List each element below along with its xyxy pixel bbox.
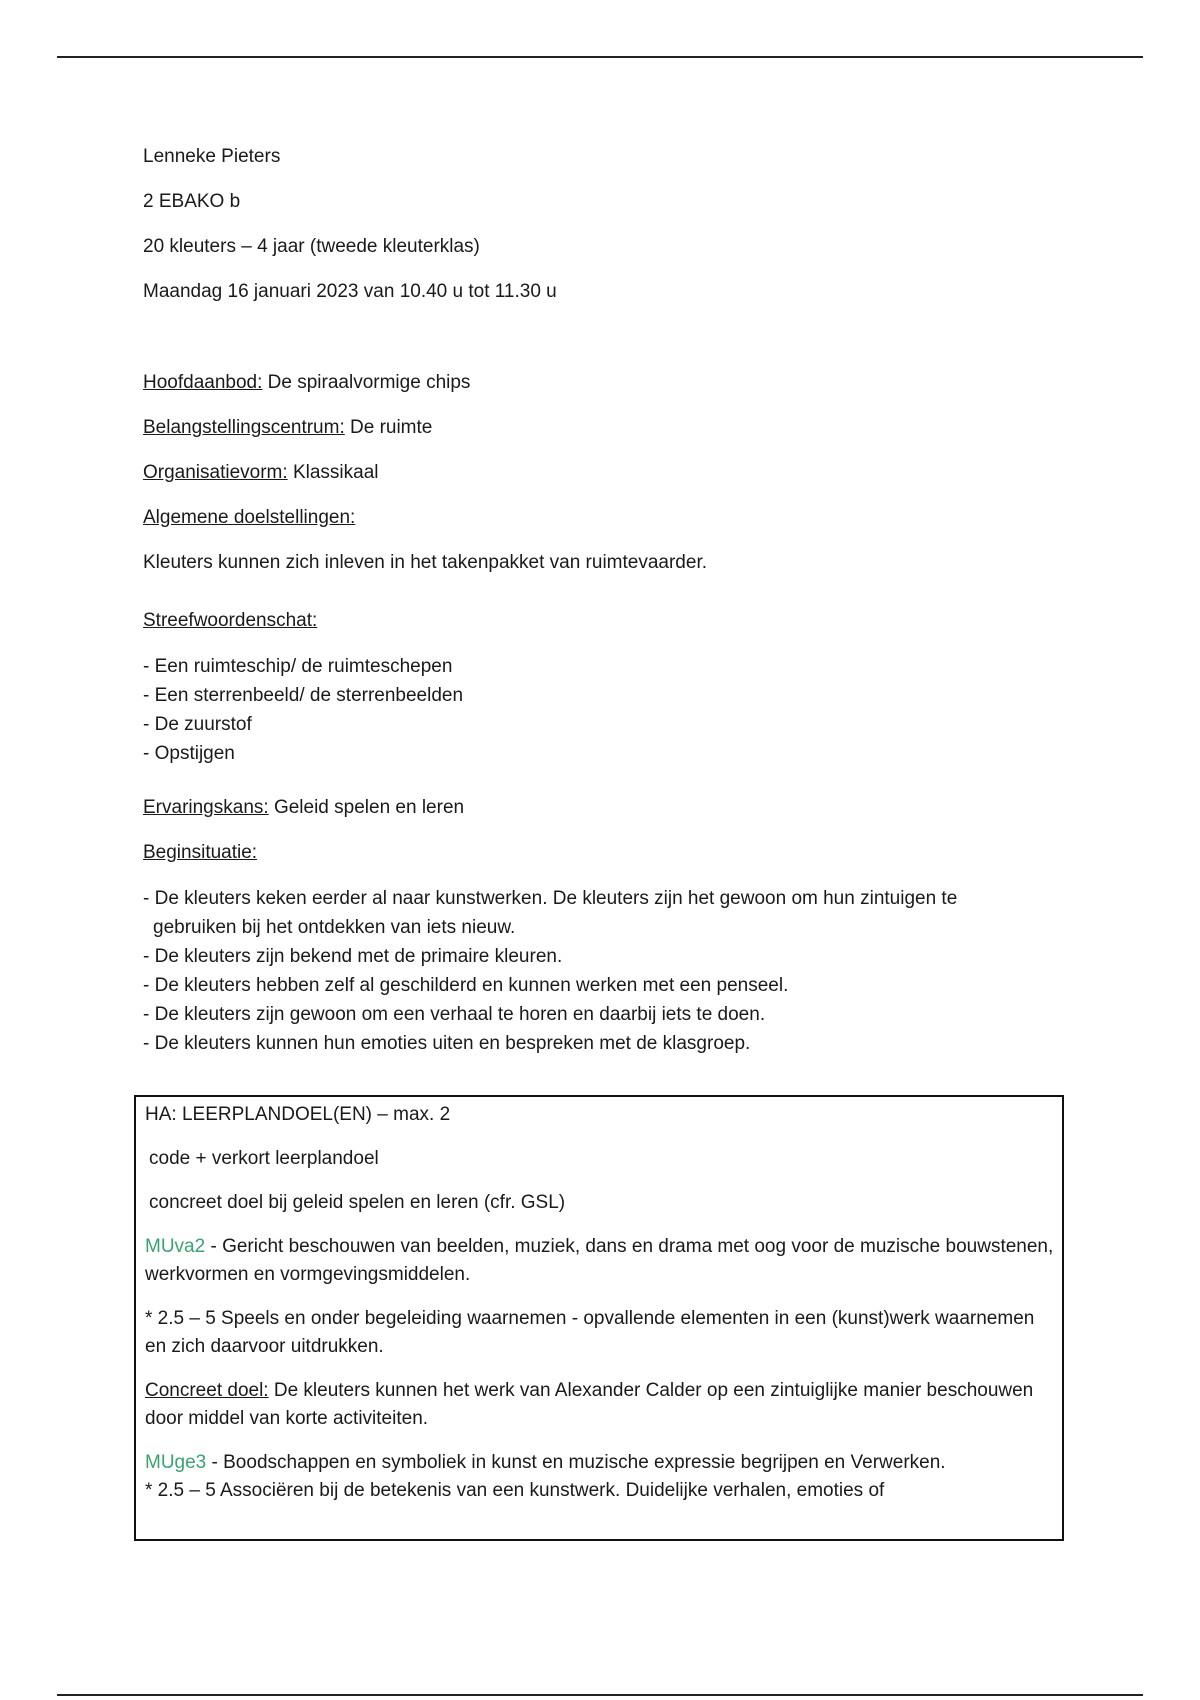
list-item: - De kleuters keken eerder al naar kunstwerken. De kleuters zijn het gewoon om hun zintuigen te gebruiken bij het ontdekken van iets nieuw. — [143, 888, 958, 938]
list-item: - Een ruimteschip/ de ruimteschepen — [143, 656, 453, 677]
ervaringskans-value: Geleid spelen en leren — [273, 797, 465, 818]
belangstelling-row — [143, 414, 1063, 442]
box-line-code: code + verkort leerplandoel — [149, 1148, 379, 1169]
beginsituatie-heading — [143, 839, 1063, 867]
author-name: Lenneke Pieters — [143, 146, 281, 167]
list-item: - Opstijgen — [143, 743, 235, 764]
goal-2-text: - Boodschappen en symboliek in kunst en muzische expressie begrijpen en Verwerken. — [206, 1452, 946, 1473]
date-info: Maandag 16 januari 2023 van 10.40 u tot 11.30 u — [143, 281, 557, 302]
goal-1-sub: * 2.5 – 5 Speels en onder begeleiding waarnemen - opvallende elementen in een (kunst)werk waarnemen en zich daarvoor uitdrukken. — [145, 1308, 1035, 1357]
concreet-doel — [145, 1377, 1054, 1433]
list-item: - De kleuters zijn gewoon om een verhaal te horen en daarbij iets te doen. — [143, 1004, 766, 1025]
goal-1-text: - Gericht beschouwen van beelden, muziek, dans en drama met oog voor de muzische bouwstenen, werkvormen en vormgevingsmiddelen. — [145, 1236, 1054, 1285]
ervaringskans-row — [143, 794, 1063, 822]
doelstellingen-label: Algemene doelstellingen: — [143, 507, 356, 528]
list-item: - De kleuters zijn bekend met de primaire kleuren. — [143, 946, 563, 967]
doelstellingen-text: Kleuters kunnen zich inleven in het takenpakket van ruimtevaarder. — [143, 552, 707, 573]
box-heading: HA: LEERPLANDOEL(EN) – max. 2 — [145, 1104, 451, 1125]
list-item: - De kleuters hebben zelf al geschilderd en kunnen werken met een penseel. — [143, 975, 789, 996]
goal-2-sub: * 2.5 – 5 Associëren bij de betekenis van een kunstwerk. Duidelijke verhalen, emoties of — [145, 1480, 885, 1501]
goal-1-code: MUva2 — [145, 1236, 206, 1257]
goal-1 — [145, 1233, 1054, 1289]
doelstellingen-heading — [143, 504, 1063, 532]
list-item: - De zuurstof — [143, 714, 252, 735]
woordenschat-heading — [143, 607, 1063, 635]
goal-2-code: MUge3 — [145, 1452, 207, 1473]
hoofdaanbod-row — [143, 369, 1063, 397]
box-line-concreet: concreet doel bij geleid spelen en leren (cfr. GSL) — [149, 1192, 566, 1213]
hoofdaanbod-label: Hoofdaanbod: — [143, 372, 263, 393]
beginsituatie-list — [143, 884, 1043, 1058]
beginsituatie-label: Beginsituatie: — [143, 842, 258, 863]
bottom-rule — [57, 1694, 1143, 1696]
woordenschat-label: Streefwoordenschat: — [143, 610, 318, 631]
hoofdaanbod-value: De spiraalvormige chips — [267, 372, 471, 393]
concreet-label: Concreet doel: — [145, 1380, 269, 1401]
ervaringskans-label: Ervaringskans: — [143, 797, 269, 818]
belangstelling-label: Belangstellingscentrum: — [143, 417, 345, 438]
list-item: - Een sterrenbeeld/ de sterrenbeelden — [143, 685, 464, 706]
concreet-text: De kleuters kunnen het werk van Alexander Calder op een zintuiglijke manier beschouwen door middel van korte activiteiten. — [145, 1380, 1034, 1429]
organisatie-row — [143, 459, 1063, 487]
organisatie-label: Organisatievorm: — [143, 462, 288, 483]
goal-2 — [145, 1449, 1054, 1477]
group-info: 20 kleuters – 4 jaar (tweede kleuterklas) — [143, 236, 480, 257]
belangstelling-value: De ruimte — [350, 417, 433, 438]
leerplandoel-box — [134, 1095, 1064, 1541]
woordenschat-list — [143, 652, 1063, 768]
list-item: - De kleuters kunnen hun emoties uiten en bespreken met de klasgroep. — [143, 1033, 751, 1054]
class-name: 2 EBAKO b — [143, 191, 241, 212]
organisatie-value: Klassikaal — [292, 462, 379, 483]
document-body — [143, 143, 1063, 1084]
top-rule — [57, 56, 1143, 58]
